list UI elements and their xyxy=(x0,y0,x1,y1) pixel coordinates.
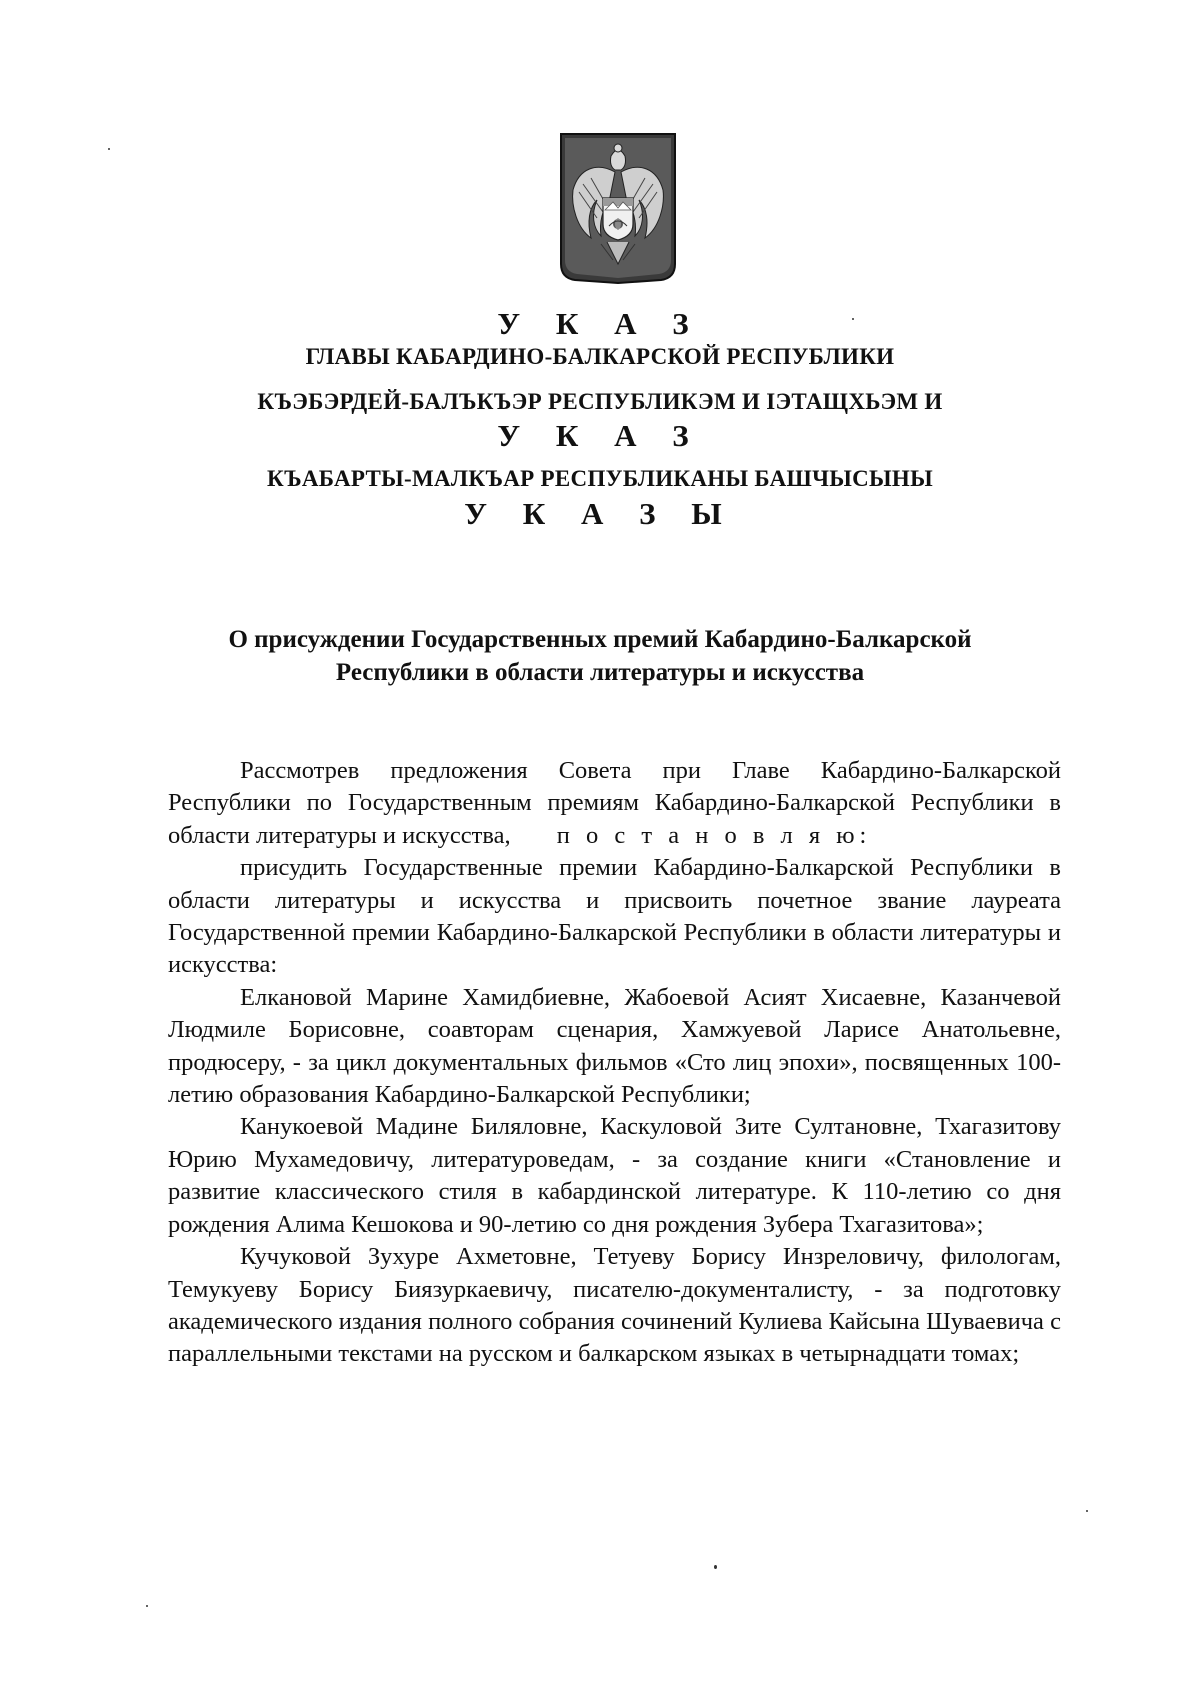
scan-speck xyxy=(852,318,854,320)
issuer-line-kabardian: КЪЭБЭРДЕЙ-БАЛЪКЪЭР РЕСПУБЛИКЭМ И IЭТАЩХЬЭМ И xyxy=(257,389,943,414)
scan-speck xyxy=(714,1565,717,1569)
document-title-line-2: Республики в области литературы и искусства xyxy=(335,659,865,686)
preamble-paragraph xyxy=(168,755,1061,852)
coat-of-arms-icon xyxy=(557,132,679,284)
issuer-line-balkar: КЪАБАРТЫ-МАЛКЪАР РЕСПУБЛИКАНЫ БАШЧЫСЫНЫ xyxy=(267,466,933,491)
decree-word: п о с т а н о в л я ю: xyxy=(556,821,872,849)
body-paragraph: Елкановой Марине Хамидбиевне, Жабоевой Асият Хисаевне, Казанчевой Людмиле Борисовне, соавторам сценария, Хамжуевой Ларисе Анатольевне, продюсеру, - за цикл документальных фильмов «Сто лиц эпохи», посвященных 100-летию образования Кабардино-Балкарской Республики; xyxy=(168,983,1061,1109)
scan-speck xyxy=(146,1605,148,1607)
issuer-line-russian: ГЛАВЫ КАБАРДИНО-БАЛКАРСКОЙ РЕСПУБЛИКИ xyxy=(305,344,895,369)
decree-heading: У К А З xyxy=(497,306,703,341)
body-paragraph: Кучуковой Зухуре Ахметовне, Тетуеву Борису Инзреловичу, филологам, Темукуеву Борису Биязуркаевичу, писателю-документалисту, - за подготовку академического издания полного собрания сочинений Кулиева Кайсына Шуваевича с параллельными текстами на русском и балкарском языках в четырнадцати томах; xyxy=(168,1243,1061,1368)
document-title-line-1: О присуждении Государственных премий Кабардино-Балкарской xyxy=(228,626,972,653)
decree-heading-kabardian: У К А З xyxy=(497,418,703,453)
body-paragraph: Канукоевой Мадине Биляловне, Каскуловой Зите Султановне, Тхагазитову Юрию Мухамедовичу, литературоведам, - за создание книги «Становление и развитие классического стиля в кабардинской литературе. К 110-летию со дня рождения Алима Кешокова и 90-летию со дня рождения Зубера Тхагазитова»; xyxy=(168,1113,1061,1238)
body-paragraph: присудить Государственные премии Кабардино-Балкарской Республики в области литературы и искусства и присвоить почетное звание лауреата Государственной премии Кабардино-Балкарской Республики в области литературы и искусства: xyxy=(168,854,1061,979)
preamble-text: Рассмотрев предложения Совета при Главе Кабардино-Балкарской Республики по Государственным премиям Кабардино-Балкарской Республики в области литературы и искусства, xyxy=(168,757,1061,849)
scan-speck xyxy=(1086,1510,1088,1512)
decree-heading-balkar: У К А З Ы xyxy=(464,496,736,531)
document-body xyxy=(168,755,1061,1371)
scan-speck xyxy=(108,148,110,150)
document-title xyxy=(150,623,1050,689)
